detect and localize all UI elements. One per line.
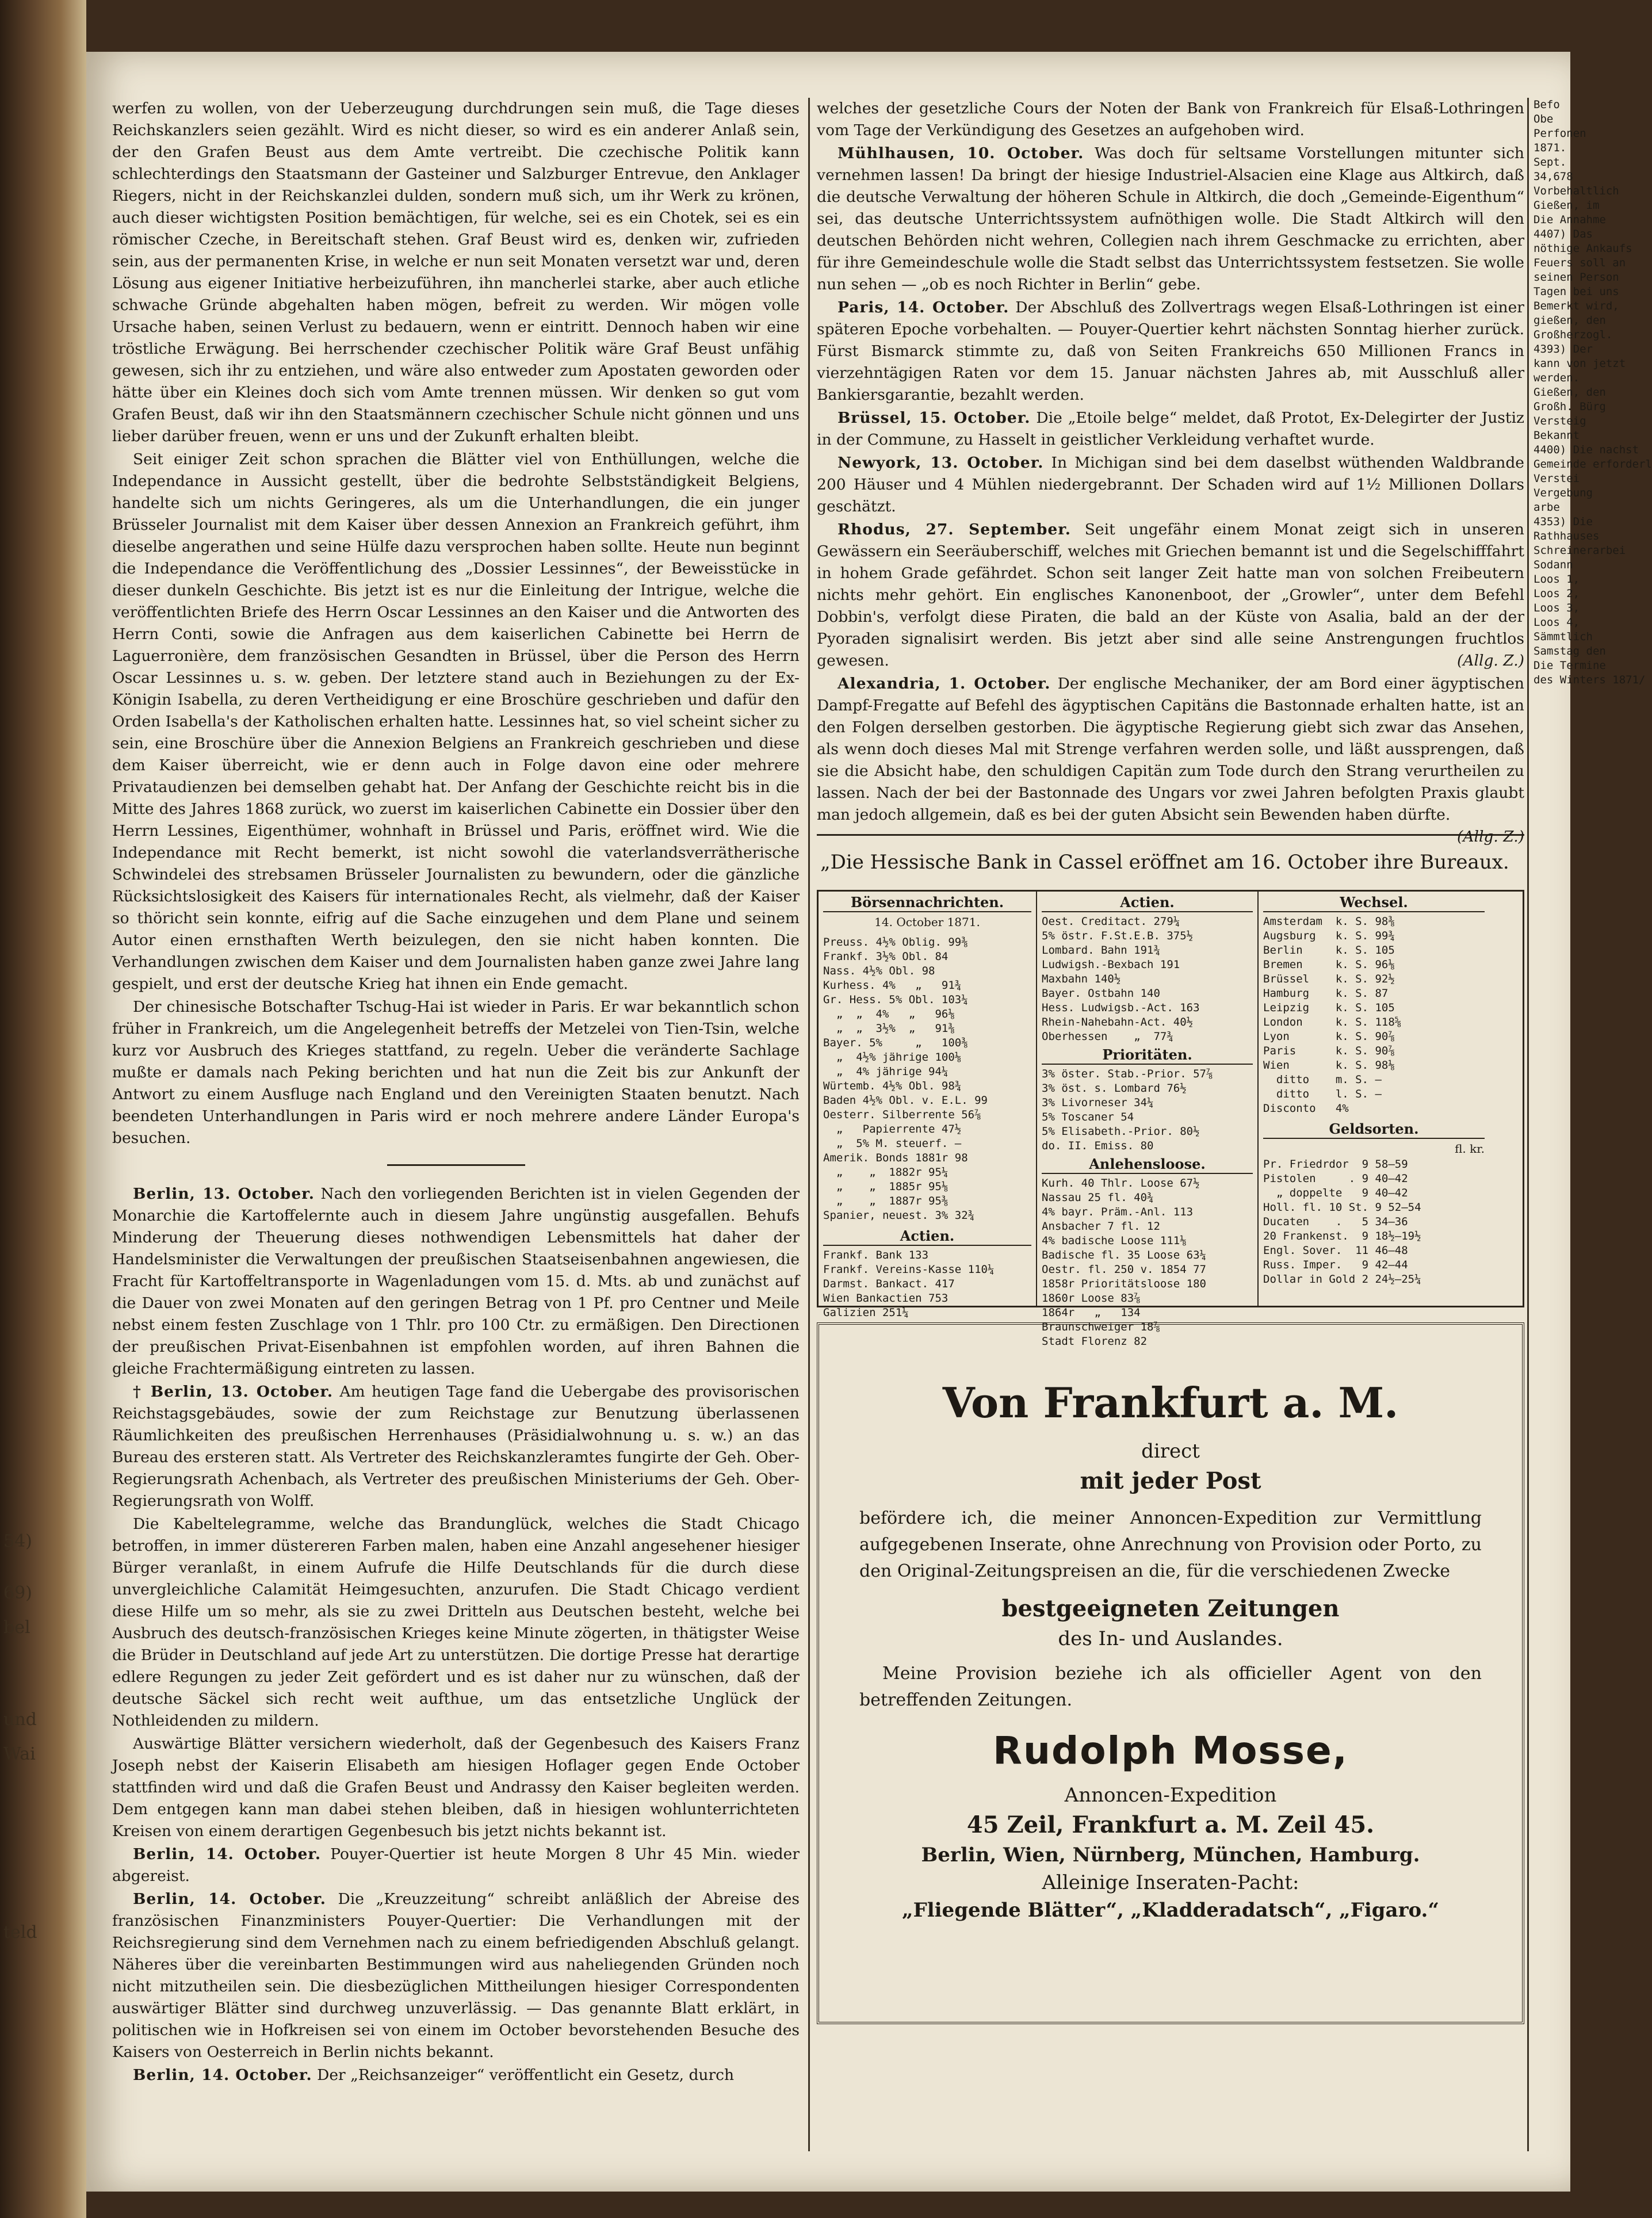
market-heading: Geldsorten. <box>1263 1122 1485 1139</box>
news-text: In Michigan sind bei dem daselbst wüthenden Waldbrande 200 Häuser und 4 Mühlen niedergebrannt. Der Schaden wird auf 1½ Millionen Dollars geschätzt. <box>817 454 1524 515</box>
list-line: Russ. Imper. 9 42—44 <box>1263 1259 1408 1271</box>
market-heading: Actien. <box>823 1229 1031 1246</box>
market-col-3 <box>1259 892 1489 1306</box>
list-line: Amsterdam k. S. 98⅜ <box>1263 915 1395 928</box>
list-line: Ansbacher 7 fl. 12 <box>1042 1220 1160 1233</box>
news-item <box>112 2064 800 2086</box>
list-line: Oest. Creditact. 279¼ <box>1042 915 1180 928</box>
spine-scrap-4: Wai <box>3 1744 36 1764</box>
book-spine <box>0 0 86 2218</box>
list-line: Darmst. Bankact. 417 <box>823 1278 955 1290</box>
ad-line: direct <box>1141 1440 1200 1463</box>
list-line: Gemeinde erforderl <box>1534 458 1652 471</box>
news-item <box>112 1381 800 1512</box>
dateline: Berlin, 14. October. <box>133 1890 326 1908</box>
list-line: Die Termine <box>1534 659 1606 672</box>
dateline: Mühlhausen, 10. October. <box>838 144 1084 162</box>
list-line: 4400) Die nachst <box>1534 443 1639 456</box>
list-line: Loos 2, <box>1534 587 1580 600</box>
news-item <box>817 143 1524 296</box>
list-line: Versteig <box>1534 415 1586 427</box>
ad-line: bestgeeigneten Zeitungen <box>1001 1595 1340 1622</box>
news-text: Seit ungefähr einem Monat zeigt sich in unseren Gewässern ein Seeräuberschiff, welches mit Griechen bemannt ist und die Segelschifffahrt in hohem Grade gefährdet. Schon seit langer Zeit hatte man von solchen Freibeutern nichts mehr gehört. Ein englisches Kanonenboot, der „Growler“, unter dem Befehl Dobbin's, verfolgt diese Piraten, die bald an der Küste von Asalia, bald an der der Pyoraden signalisirt werden. Bis jetzt aber sind alle seine Anstrengungen fruchtlos gewesen. <box>817 521 1524 670</box>
list-line: Leipzig k. S. 105 <box>1263 1001 1395 1014</box>
list-line: Pr. Friedrdor 9 58—59 <box>1263 1158 1408 1171</box>
list-line: Großh. Bürg <box>1534 400 1606 413</box>
list-line: London k. S. 118⅝ <box>1263 1016 1402 1028</box>
list-line: Nassau 25 fl. 40¾ <box>1042 1191 1154 1204</box>
ad-line: mit jeder Post <box>1080 1467 1261 1494</box>
list-line: „ doppelte 9 40—42 <box>1263 1187 1408 1199</box>
market-col-1 <box>819 892 1037 1319</box>
news-item <box>817 407 1524 451</box>
list-line: „ 5% M. steuerf. — <box>823 1137 962 1150</box>
list-line: Sämmtlich <box>1534 630 1593 643</box>
list-line: Verstei <box>1534 472 1580 485</box>
market-heading: Prioritäten. <box>1042 1047 1253 1065</box>
list-line: nöthige Ankaufs <box>1534 242 1632 255</box>
spine-scrap-3: und <box>3 1710 37 1730</box>
source-attribution: (Allg. Z.) <box>1457 828 1524 846</box>
market-date: 14. October 1871. <box>874 915 980 929</box>
list-line: Frankf. Bank 133 <box>823 1249 929 1261</box>
list-line: Bayer. Ostbahn 140 <box>1042 987 1160 1000</box>
news-text: Was doch für seltsame Vorstellungen mitunter sich vernehmen lassen! Da bringt der hiesige Industriel-Alsacien eine Klage aus Altkirch, daß die deutsche Verwaltung der höheren Schule in Altkirch, die doch „Gemeinde-Eigenthum“ sei, das deutsche Unterrichtssystem aufnöthigen wolle. Die Stadt Altkirch will den deutschen Behörden nicht wehren, Collegien nach ihrem Geschmacke zu errichten, aber für ihre Gemeindeschule wolle die Stadt selbst das Unterrichtssystem festsetzen. Sie wolle nun sehen — „ob es noch Richter in Berlin“ gebe. <box>817 144 1524 293</box>
dateline: Rhodus, 27. September. <box>838 521 1071 538</box>
spine-scrap-1: 69) <box>3 1583 32 1603</box>
list-line: Spanier, neuest. 3% 32¾ <box>823 1209 975 1222</box>
list-line: Bemerkt wird, <box>1534 300 1619 312</box>
list-line: Tagen bei uns <box>1534 285 1619 298</box>
right-column-cut <box>1527 98 1652 2151</box>
dateline: Alexandria, 1. October. <box>838 675 1051 693</box>
list-line: Oesterr. Silberrente 56⅞ <box>823 1108 981 1121</box>
list-line: 5% Toscaner 54 <box>1042 1111 1134 1123</box>
list-line: 1871. <box>1534 142 1567 154</box>
list-line: Bayer. 5% „ 100⅜ <box>823 1037 968 1049</box>
list-line: Maxbahn 140½ <box>1042 973 1121 985</box>
news-text: Am heutigen Tage fand die Uebergabe des provisorischen Reichstagsgebäudes, sowie der zum Reichstage zur Benutzung überlassenen Räumlichkeiten des preußischen Herrenhauses (Präsidialwohnung u. s. w.) an das Bureau des ersteren statt. Als Vertreter des Reichskanzleramtes fungirte der Geh. Ober-Regierungsrath Achenbach, als Vertreter des preußischen Ministeriums der Geh. Ober-Regierungsrath von Wolff. <box>112 1383 800 1510</box>
list-line: Samstag den <box>1534 645 1606 657</box>
list-line: 4407) Das <box>1534 228 1593 240</box>
news-item <box>817 673 1524 846</box>
news-item <box>112 1844 800 1887</box>
list-line: seinen Person <box>1534 271 1619 284</box>
list-line: 4% bayr. Präm.-Anl. 113 <box>1042 1206 1194 1218</box>
list-line: 5% östr. F.St.E.B. 375½ <box>1042 930 1194 942</box>
list-line: 3% öst. s. Lombard 76½ <box>1042 1082 1187 1095</box>
list-line: Dollar in Gold 2 24½—25¼ <box>1263 1273 1421 1286</box>
dateline: Berlin, 13. October. <box>133 1185 315 1203</box>
news-item <box>817 297 1524 406</box>
market-col-2 <box>1037 892 1259 1348</box>
list-line: 4% badische Loose 111⅛ <box>1042 1234 1187 1247</box>
ad-line: des In- und Auslandes. <box>1058 1627 1283 1650</box>
list-line: des Winters 1871/ <box>1534 674 1646 686</box>
list-line: Brüssel k. S. 92½ <box>1263 973 1395 985</box>
list-line: Amerik. Bonds 1881r 98 <box>823 1152 968 1164</box>
news-text: Der englische Mechaniker, der am Bord einer ägyptischen Dampf-Fregatte auf Befehl des ägyptischen Capitäns die Bastonnade erhalten hatte, ist an den Folgen derselben gestorben. Die ägyptische Regierung giebt sich zwar das Ansehen, als wenn doch dieses Mal mit Strenge verfahren werden solle, und läßt aussprengen, daß sie die Absicht habe, den schuldigen Capitän zum Tode durch den Strang verurtheilen zu lassen. Nach der bei der Bastonnade des Ungars vor zwei Jahren befolgten Praxis glaubt man jedoch allgemein, daß es bei der guten Absicht sein Bewenden haben dürfte. <box>817 675 1524 824</box>
ad-cities: Berlin, Wien, Nürnberg, München, Hamburg. <box>921 1844 1420 1867</box>
list-line: „ „ 4% „ 96⅛ <box>823 1008 955 1020</box>
left-column <box>112 98 800 2087</box>
market-list <box>1042 1067 1253 1153</box>
list-line: „ 4% jährige 94¼ <box>823 1065 949 1078</box>
news-text: Nach den vorliegenden Berichten ist in vielen Gegenden der Monarchie die Kartoffelernte auch in diesem Jahre ungünstig ausgefallen. Behufs Minderung der Theuerung dieses nothwendigen Lebensmittels hat daher der Handelsminister die Verwaltungen der preußischen Staatseisenbahnen angewiesen, die Fracht für Kartoffeltransporte in Wagenladungen vom 15. d. Mts. ab und zunächst auf die Dauer von zwei Monaten auf den geringen Betrag von 1 Pf. pro Centner und Meile nebst einem festen Zuschlage von 1 Thlr. pro 100 Ctr. zu ermäßigen. Den Directionen der preußischen Privat-Eisenbahnen ist empfohlen worden, auf ihren Bahnen die gleiche Frachtermäßigung eintreten zu lassen. <box>112 1185 800 1378</box>
list-line: Oberhessen „ 77¾ <box>1042 1030 1173 1043</box>
market-list <box>823 1248 1031 1320</box>
list-line: „ „ 1882r 95¼ <box>823 1166 949 1179</box>
market-list <box>1263 1157 1485 1287</box>
list-line: arbe <box>1534 501 1560 514</box>
news-text: Die Kabeltelegramme, welche das Brandunglück, welches die Stadt Chicago betroffen, in immer düstereren Farben malen, haben eine Anzahl angesehener hiesiger Bürger veranlaßt, in einem Aufrufe die Hilfe Deutschlands für die durch diese unvergleichliche Calamität Heimgesuchten, anzurufen. Die Stadt Chicago verdient diese Hilfe um so mehr, als sie zu zwei Dritteln aus Deutschen besteht, welche bei Ausbruch des deutsch-französischen Krieges keine Minute zögerten, in thätigster Weise die Brüder in Deutschland auf jede Art zu unterstützen. Die dortige Presse hat derartige edlere Regungen zu jeder Zeit gefördert und es ist daher nur zu wünschen, daß der deutsche Säckel sich recht weit aufthue, um das entsetzliche Unglück der Nothleidenden zu mildern. <box>112 1515 800 1730</box>
dateline: Berlin, 14. October. <box>133 1845 322 1863</box>
list-line: Berlin k. S. 105 <box>1263 944 1395 957</box>
list-line: Obe <box>1534 113 1554 125</box>
list-line: „ 4½% jährige 100⅛ <box>823 1051 962 1064</box>
list-line: Loos 1, <box>1534 573 1580 586</box>
list-line: 1858r Prioritätsloose 180 <box>1042 1278 1206 1290</box>
list-line: Loos 4, <box>1534 616 1580 629</box>
news-text: Die „Kreuzzeitung“ schreibt anläßlich der Abreise des französischen Finanzministers Pouyer-Quertier: Die Verhandlungen mit der Reichsregierung sind dem Vernehmen nach zu einem befriedigenden Abschluß gelangt. Näheres über die vereinbarten Bestimmungen wird aus naheliegenden Gründen noch nicht mitzutheilen sein. Die diesbezüglichen Mittheilungen hiesiger Correspondenten auswärtiger Blätter sind durchweg unzuverlässig. — Das genannte Blatt erklärt, in politischen wie in Hofkreisen sei von einem im October bevorstehenden Besuche des Kaisers von Oesterreich in Berlin nichts bekannt. <box>112 1890 800 2061</box>
ad-address: 45 Zeil, Frankfurt a. M. Zeil 45. <box>966 1811 1375 1838</box>
list-line: Perfonen <box>1534 127 1586 140</box>
list-line: „ „ 1885r 95⅛ <box>823 1180 949 1193</box>
list-line: Ducaten . 5 34—36 <box>1263 1215 1408 1228</box>
market-unit: fl. kr. <box>1455 1142 1485 1156</box>
list-line: 34,678 <box>1534 170 1573 183</box>
list-line: Kurhess. 4% „ 91¾ <box>823 979 962 992</box>
list-line: Vorbehaltlich <box>1534 185 1619 197</box>
spine-scrap-5: teld <box>3 1922 37 1942</box>
market-list <box>1042 915 1253 1044</box>
ad-company-name: Rudolph Mosse, <box>993 1728 1348 1773</box>
list-line: Feuers soll an <box>1534 257 1626 269</box>
list-line: do. II. Emiss. 80 <box>1042 1139 1154 1152</box>
list-line: Kurh. 40 Thlr. Loose 67½ <box>1042 1177 1200 1190</box>
list-line: Bremen k. S. 96⅛ <box>1263 958 1395 971</box>
list-line: Holl. fl. 10 St. 9 52—54 <box>1263 1201 1421 1214</box>
list-line: Gr. Hess. 5% Obl. 103¼ <box>823 993 968 1006</box>
advertisement <box>817 1322 1524 2024</box>
list-line: Stadt Florenz 82 <box>1042 1335 1148 1348</box>
list-line: gießen, den <box>1534 314 1606 327</box>
list-line: Ludwigsh.-Bexbach 191 <box>1042 958 1180 971</box>
section-separator <box>387 1164 525 1166</box>
list-line: Gießen, den <box>1534 386 1606 399</box>
list-line: 20 Frankenst. 9 18½—19½ <box>1263 1230 1421 1242</box>
list-line: Würtemb. 4½% Obl. 98¾ <box>823 1080 962 1092</box>
news-item <box>112 1733 800 1842</box>
list-line: Badische fl. 35 Loose 63¼ <box>1042 1249 1206 1261</box>
market-list <box>1263 915 1485 1116</box>
news-text: Die „Etoile belge“ meldet, daß Protot, Ex-Delegirter der Justiz in der Commune, zu Hasselt in geistlicher Verkleidung verhaftet wurde. <box>817 409 1524 449</box>
list-line: 3% öster. Stab.-Prior. 57⅞ <box>1042 1068 1213 1080</box>
ad-title: Von Frankfurt a. M. <box>942 1378 1399 1427</box>
ad-line: Alleinige Inseraten-Pacht: <box>1042 1871 1299 1894</box>
article-paragraph: Seit einiger Zeit schon sprachen die Blätter viel von Enthüllungen, welche die Independance in Aussicht gestellt, über die bedrohte Selbstständigkeit Belgiens, handelte sich um nichts Geringeres, als um die Unterhandlungen, die ein junger Brüsseler Journalist mit dem Kaiser über dessen Annexion an Frankreich geführt, ihm dieselbe angerathen und seine Hülfe dazu versprochen haben sollte. Heute nun beginnt die Independance die Veröffentlichung des „Dossier Lessinnes“, der Beweisstücke in dieser dunkeln Geschichte. Bis jetzt ist es nur die Einleitung der Intrigue, welche die veröffentlichten Briefe des Herrn Oscar Lessinnes an den Kaiser und die Antworten des Herrn Conti, sowie die Anfragen aus dem kaiserlichen Cabinette bei Herrn de Laguerronière, dem französischen Gesandten in Brüssel, über die Person des Herrn Oscar Lessinnes u. s. w. geben. Der letztere stand auch in Beziehungen zu der Ex-Königin Isabella, zu deren Vertheidigung er eine Broschüre geschrieben und dafür den Orden Isabella's der Katholischen erhalten hatte. Lessinnes hat, so viel scheint sicher zu sein, eine Broschüre über die Annexion Belgiens an Frankreich geschrieben und diese dem Kaiser überreicht, wie er denn auch in Folge davon eine oder mehrere Privataudienzen bei demselben gehabt hat. Der Anfang der Geschichte reicht bis in die Mitte des Jahres 1868 zurück, wo zuerst im kaiserlichen Cabinette ein Dossier über den Herrn Lessines, Eigenthümer, wohnhaft in Brüssel und Paris, eröffnet wird. Wie die Independance mit Recht bemerkt, ist nicht sowohl die vaterlandsverrätherische Schwindelei des strebsamen Brüsseler Journalisten zu bewundern, oder die gänzliche Rücksichtslosigkeit des Kaisers für internationales Recht, als vielmehr, daß der Kaiser so thöricht sein konnte, eifrig auf die Sache einzugehen und dem Plane und seinem Autor einen ernsthaften Werth beizulegen, den sie nicht haben konnten. Die Verhandlungen zwischen dem Kaiser und dem Journalisten haben ganze zwei Jahre lang gespielt, und erst der deutsche Krieg hat ihnen ein Ende gemacht. <box>112 450 800 993</box>
news-item <box>817 519 1524 672</box>
market-list <box>1042 1176 1253 1349</box>
news-item <box>112 1183 800 1380</box>
list-line: Befo <box>1534 98 1560 111</box>
list-line: Sodann <box>1534 559 1573 571</box>
dateline: Paris, 14. October. <box>838 299 1009 316</box>
list-line: Sept. <box>1534 156 1567 169</box>
news-text: Pouyer-Quertier ist heute Morgen 8 Uhr 45 Min. wieder abgereist. <box>112 1845 800 1885</box>
news-item <box>817 98 1524 142</box>
news-text: Auswärtige Blätter versichern wiederholt, daß der Gegenbesuch des Kaisers Franz Joseph nebst der Kaiserin Elisabeth am hiesigen Hoflager gegen Ende October stattfinden wird und daß die Grafen Beust und Andrassy den Kaiser begleiten werden. Dem entgegen kann man dabei stehen bleiben, daß in hiesigen wohlunterrichteten Kreisen von einem derartigen Gegenbesuch bis jetzt nichts bekannt ist. <box>112 1735 800 1840</box>
dateline: Berlin, 14. October. <box>133 2066 312 2084</box>
list-line: 3% Livorneser 34¼ <box>1042 1096 1154 1109</box>
list-line: kann von jetzt <box>1534 357 1626 370</box>
news-item <box>112 1513 800 1732</box>
market-heading: Wechsel. <box>1263 895 1485 912</box>
list-line: Hamburg k. S. 87 <box>1263 987 1389 1000</box>
list-line: Schreinerarbei <box>1534 544 1626 557</box>
dateline: † Berlin, 13. October. <box>133 1383 334 1401</box>
market-heading: Anlehensloose. <box>1042 1157 1253 1174</box>
dateline: Brüssel, 15. October. <box>838 409 1031 427</box>
list-line: Paris k. S. 90⅞ <box>1263 1045 1395 1057</box>
list-line: Vergebung <box>1534 487 1593 499</box>
list-line: Loos 3, <box>1534 602 1580 614</box>
list-line: Galizien 251¼ <box>823 1306 909 1319</box>
list-line: Disconto 4% <box>1263 1102 1349 1115</box>
list-line: Pistolen . 9 40—42 <box>1263 1172 1408 1185</box>
list-line: Großherzogl. <box>1534 328 1613 341</box>
list-line: Nass. 4½% Obl. 98 <box>823 965 935 977</box>
ad-body: Meine Provision beziehe ich als officieller Agent von den betreffenden Zeitungen. <box>859 1663 1482 1710</box>
news-text: welches der gesetzliche Cours der Noten der Bank von Frankreich für Elsaß-Lothringen vom Tage der Verkündigung des Gesetzes an aufgehoben wird. <box>817 100 1524 139</box>
news-item <box>817 452 1524 518</box>
ad-papers: „Fliegende Blätter“, „Kladderadatsch“, „Figaro.“ <box>902 1899 1439 1922</box>
market-table <box>817 890 1524 1348</box>
article-paragraph: Der chinesische Botschafter Tschug-Hai ist wieder in Paris. Er war bekanntlich schon früher in Frankreich, um die Angelegenheit betreffs der Metzelei von Tien-Tsin, welche kurz vor Ausbruch des Krieges stattfand, zu regeln. Ueber die veränderte Sachlage mußte er damals nach Peking berichten und hat nun die Zeit bis zur Ankunft der Antwort zu einem Ausfluge nach England und den Vereinigten Staaten benutzt. Nach beendeten Unterhandlungen in Paris wird er noch mehrere andere Länder Europa's besuchen. <box>112 998 800 1147</box>
market-heading: Börsennachrichten. <box>823 895 1031 912</box>
list-line: 1864r „ 134 <box>1042 1306 1141 1319</box>
list-line: 1860r Loose 83⅞ <box>1042 1292 1141 1305</box>
list-line: Die Annahme <box>1534 213 1606 226</box>
bank-notice: „Die Hessische Bank in Cassel eröffnet am 16. October ihre Bureaux. <box>820 851 1509 874</box>
list-line: Frankf. 3½% Obl. 84 <box>823 950 949 963</box>
list-line: Baden 4½% Obl. v. E.L. 99 <box>823 1094 988 1107</box>
list-line: „ „ 3½% „ 91⅜ <box>823 1022 955 1035</box>
ad-body: befördere ich, die meiner Annoncen-Expedition zur Vermittlung aufgegebenen Inserate, ohne Anrechnung von Provision oder Porto, zu den Original-Zeitungspreisen an die, für die verschiedenen Zwecke <box>859 1508 1482 1581</box>
list-line: Engl. Sover. 11 46—48 <box>1263 1244 1408 1257</box>
article-paragraph: werfen zu wollen, von der Ueberzeugung durchdrungen sein muß, die Tage dieses Reichskanzlers seien gezählt. Wird es nicht dieser, so wird es ein anderer Anlaß sein, der den Grafen Beust aus dem Amte vertreibt. Die czechische Politik kann schlechterdings den Staatsmann der Gasteiner und Salzburger Entrevue, den Anklager Riegers, nicht in der Reichskanzlei dulden, sondern muß sich, um ihr Werk zu krönen, auch dieser wichtigsten Position bemächtigen, für welche, sei es ein Chotek, sei es ein römischer Czeche, in Bereitschaft stehen. Graf Beust wird es, denken wir, zufrieden sein, aus der permanenten Krise, in welche er nun seit Monaten versetzt war und, deren Lösung aus eigener Initiative herbeizuführen, ihn mancherlei starke, aber auch etliche schwache Gründe abgehalten haben mögen, befreit zu werden. Wir mögen volle Ursache haben, seinen Verlust zu bedauern, wenn er eintritt. Dennoch haben wir eine tröstliche Erwägung. Bei herrschender czechischer Politik wäre Graf Beust unfähig gewesen, sich ihr zu entziehen, und wäre also entweder zum Apostaten geworden oder hätte über ein Kleines doch sich vom Amte trennen müssen. Wir denken so gut vom Grafen Beust, daß wir ihn den Staatsmännern czechischer Schule nicht gönnen und uns lieber darüber freuen, wenn er uns und der Zukunft erhalten bleibt. <box>112 100 800 445</box>
list-line: Rathhauses <box>1534 530 1600 542</box>
news-text: Der Abschluß des Zollvertrags wegen Elsaß-Lothringen ist einer späteren Epoche vorbehalten. — Pouyer-Quertier kehrt nächsten Sonntag hierher zurück. Fürst Bismarck stimmte zu, daß von Seiten Frankreichs 650 Millionen Francs in vierzehntägigen Raten vor dem 15. Januar nächsten Jahres ab, mit Ausschluß aller Bankiersgarantie, bezahlt werden. <box>817 299 1524 404</box>
market-list <box>1534 98 1652 687</box>
list-line: 4353) Die <box>1534 515 1593 528</box>
middle-column <box>800 98 1524 2024</box>
list-line: Preuss. 4½% Oblig. 99⅜ <box>823 936 968 949</box>
list-line: Oestr. fl. 250 v. 1854 77 <box>1042 1263 1206 1276</box>
list-line: Frankf. Vereins-Kasse 110¼ <box>823 1263 995 1276</box>
rule <box>817 834 1524 836</box>
list-line: „ „ 1887r 95⅜ <box>823 1195 949 1207</box>
market-list <box>823 935 1031 1223</box>
list-line: werden. <box>1534 372 1580 384</box>
spine-scrap-2: bel <box>3 1617 30 1638</box>
news-item <box>112 1888 800 2063</box>
list-line: Hess. Ludwigsb.-Act. 163 <box>1042 1001 1200 1014</box>
list-line: Braunschweiger 18⅞ <box>1042 1321 1160 1333</box>
news-text: Der „Reichsanzeiger“ veröffentlicht ein Gesetz, durch <box>317 2066 735 2084</box>
ad-line: Annoncen-Expedition <box>1064 1784 1277 1807</box>
list-line: Wien k. S. 98⅛ <box>1263 1059 1395 1072</box>
list-line: Gießen, im <box>1534 199 1600 212</box>
list-line: Lombard. Bahn 191¾ <box>1042 944 1160 957</box>
list-line: Rhein-Nahebahn-Act. 40½ <box>1042 1016 1194 1028</box>
list-line: „ Papierrente 47½ <box>823 1123 962 1135</box>
newspaper-page <box>86 52 1652 2192</box>
spine-scrap-0: 54) <box>3 1531 32 1551</box>
list-line: Lyon k. S. 90⅞ <box>1263 1030 1395 1043</box>
list-line: 4393) Der <box>1534 343 1593 355</box>
list-line: ditto l. S. — <box>1263 1088 1382 1100</box>
source-attribution: (Allg. Z.) <box>1457 652 1524 670</box>
list-line: Wien Bankactien 753 <box>823 1292 949 1305</box>
dateline: Newyork, 13. October. <box>838 454 1044 472</box>
list-line: Augsburg k. S. 99¾ <box>1263 930 1395 942</box>
list-line: Bekannt <box>1534 429 1580 442</box>
list-line: ditto m. S. — <box>1263 1073 1382 1086</box>
list-line: 5% Elisabeth.-Prior. 80½ <box>1042 1125 1200 1138</box>
market-heading: Actien. <box>1042 895 1253 912</box>
